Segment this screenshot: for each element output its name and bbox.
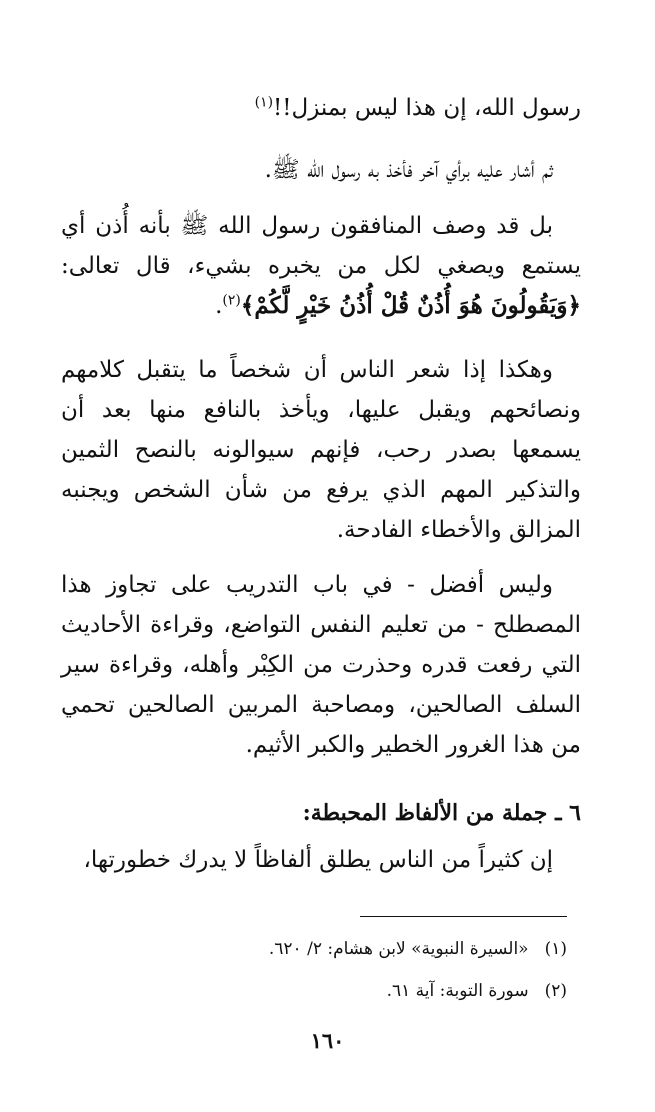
footnote-text: «السيرة النبوية» لابن هشام: ٢/ ٦٢٠. bbox=[268, 939, 529, 959]
footnote-number: (٢) bbox=[544, 981, 567, 1001]
footnote-marker: (١) bbox=[254, 94, 274, 111]
paragraph bbox=[61, 840, 581, 880]
paragraph bbox=[61, 565, 581, 765]
quran-verse: ﴿وَيَقُولُونَ هُوَ أُذُنٌ قُلْ أُذُنُ خَيْرٍ لَّكُمْ﴾ bbox=[240, 292, 581, 319]
paragraph-text: رسول الله، إن هذا ليس بمنزل!! bbox=[273, 95, 581, 121]
paragraph-continuation bbox=[61, 88, 581, 128]
page-number: ١٦٠ bbox=[310, 1028, 345, 1053]
paragraph-text: بل قد وصف المنافقون رسول الله ﷺ بأنه أُذن أي يستمع ويصغي لكل من يخبره بشيء، قال تعالى: bbox=[61, 213, 581, 279]
footnote-number: (١) bbox=[544, 939, 567, 959]
footnote-divider bbox=[360, 916, 567, 917]
paragraph-text: ثم أشار عليه برأي آخر فأخذ به رسول الله ﷺ. bbox=[264, 157, 553, 183]
footnotes bbox=[87, 928, 567, 1012]
footnote-text: سورة التوبة: آية ٦١. bbox=[386, 981, 529, 1001]
paragraph-text: وليس أفضل - في باب التدريب على تجاوز هذا المصطلح - من تعليم النفس التواضع، وقراءة الأحاديث التي رفعت قدره وحذرت من الكِبْر وأهله، وقراءة سير السلف الصالحين، ومصاحبة المربين الصالحين تحمي من هذا الغرور الخطير والكبر الأثيم. bbox=[61, 572, 581, 758]
footnote-2 bbox=[87, 970, 567, 1012]
paragraph-end: . bbox=[215, 293, 223, 319]
footnote-marker: (٢) bbox=[222, 292, 241, 309]
paragraph-text: إن كثيراً من الناس يطلق ألفاظاً لا يدرك خطورتها، bbox=[83, 847, 553, 873]
paragraph bbox=[61, 350, 581, 550]
paragraph-text: وهكذا إذا شعر الناس أن شخصاً ما يتقبل كلامهم ونصائحهم ويقبل عليها، ويأخذ بالنافع منها بعد أن يسمعها بصدر رحب، فإنهم سيوالونه بالنصح الثمين والتذكير المهم الذي يرفع من شأن الشخص ويجنبه المزالق والأخطاء الفادحة. bbox=[61, 357, 581, 543]
footnote-1 bbox=[87, 928, 567, 970]
paragraph-with-quran-verse bbox=[61, 206, 581, 326]
section-heading: ٦ ـ جملة من الألفاظ المحبطة: bbox=[302, 800, 581, 826]
paragraph bbox=[61, 150, 581, 190]
